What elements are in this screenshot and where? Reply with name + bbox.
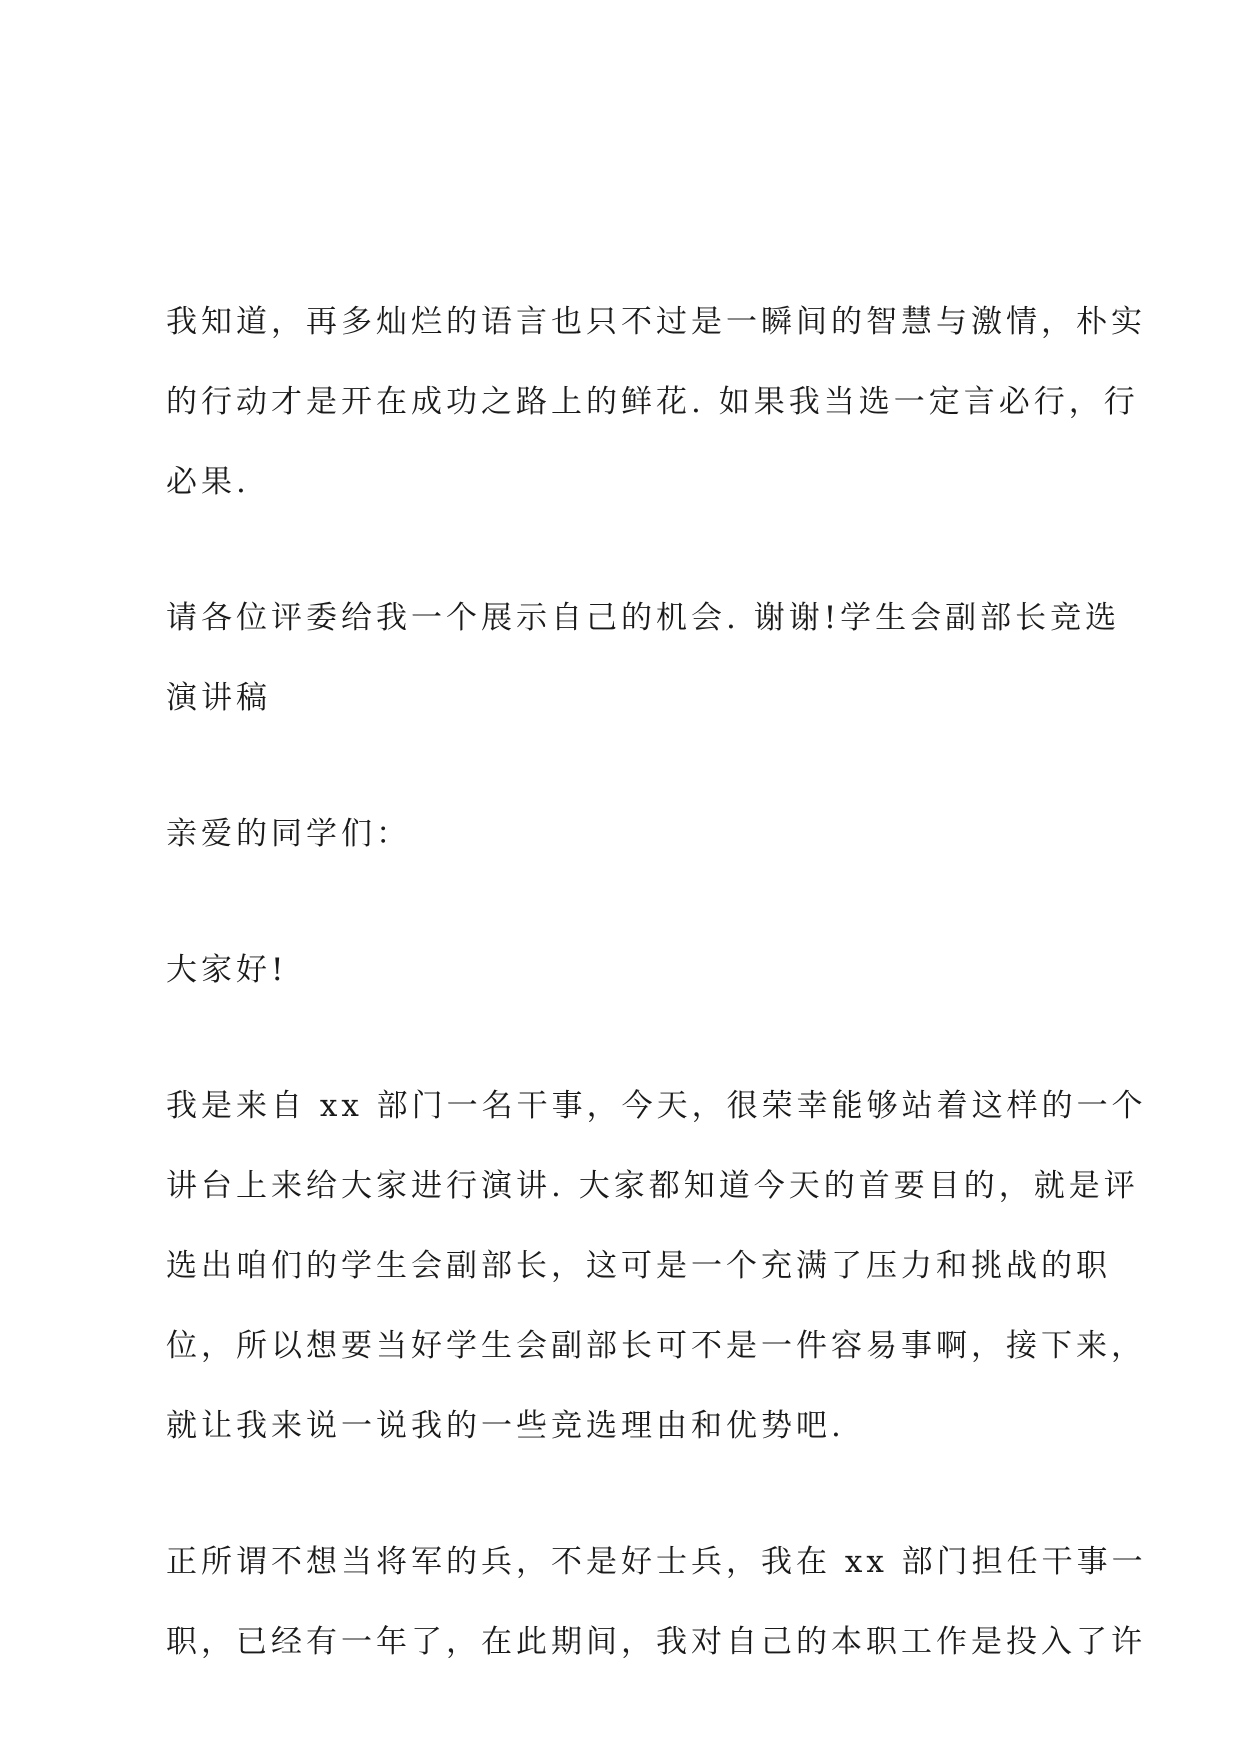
text-line: 大家好! (166, 952, 288, 988)
text-line: 正所谓不想当将军的兵，不是好士兵，我在 xx 部门担任干事一 (166, 1544, 1147, 1580)
paragraph-5 (166, 1066, 1147, 1466)
text-line: 就让我来说一说我的一些竞选理由和优势吧. (166, 1408, 845, 1444)
text-line: 位，所以想要当好学生会副部长可不是一件容易事啊，接下来， (166, 1328, 1146, 1364)
paragraph-1 (166, 282, 1146, 522)
text-line: 我是来自 xx 部门一名干事，今天，很荣幸能够站着这样的一个 (166, 1088, 1147, 1124)
paragraph-greeting (166, 930, 1096, 1010)
text-line: 亲爱的同学们： (166, 816, 411, 852)
text-line: 我知道，再多灿烂的语言也只不过是一瞬间的智慧与激情，朴实 (166, 304, 1146, 340)
paragraph-2 (166, 578, 1121, 738)
text-line: 演讲稿 (166, 680, 271, 716)
paragraph-salutation (166, 794, 1096, 874)
text-line: 请各位评委给我一个展示自己的机会. 谢谢!学生会副部长竞选 (166, 600, 1121, 636)
text-line: 的行动才是开在成功之路上的鲜花. 如果我当选一定言必行，行 (166, 384, 1139, 420)
text-line: 讲台上来给大家进行演讲. 大家都知道今天的首要目的，就是评 (166, 1168, 1139, 1204)
text-line: 选出咱们的学生会副部长，这可是一个充满了压力和挑战的职 (166, 1248, 1111, 1284)
text-line: 必果. (166, 464, 250, 500)
text-line: 职，已经有一年了，在此期间，我对自己的本职工作是投入了许 (166, 1624, 1146, 1660)
document-body (166, 282, 1147, 1738)
paragraph-6 (166, 1522, 1147, 1682)
